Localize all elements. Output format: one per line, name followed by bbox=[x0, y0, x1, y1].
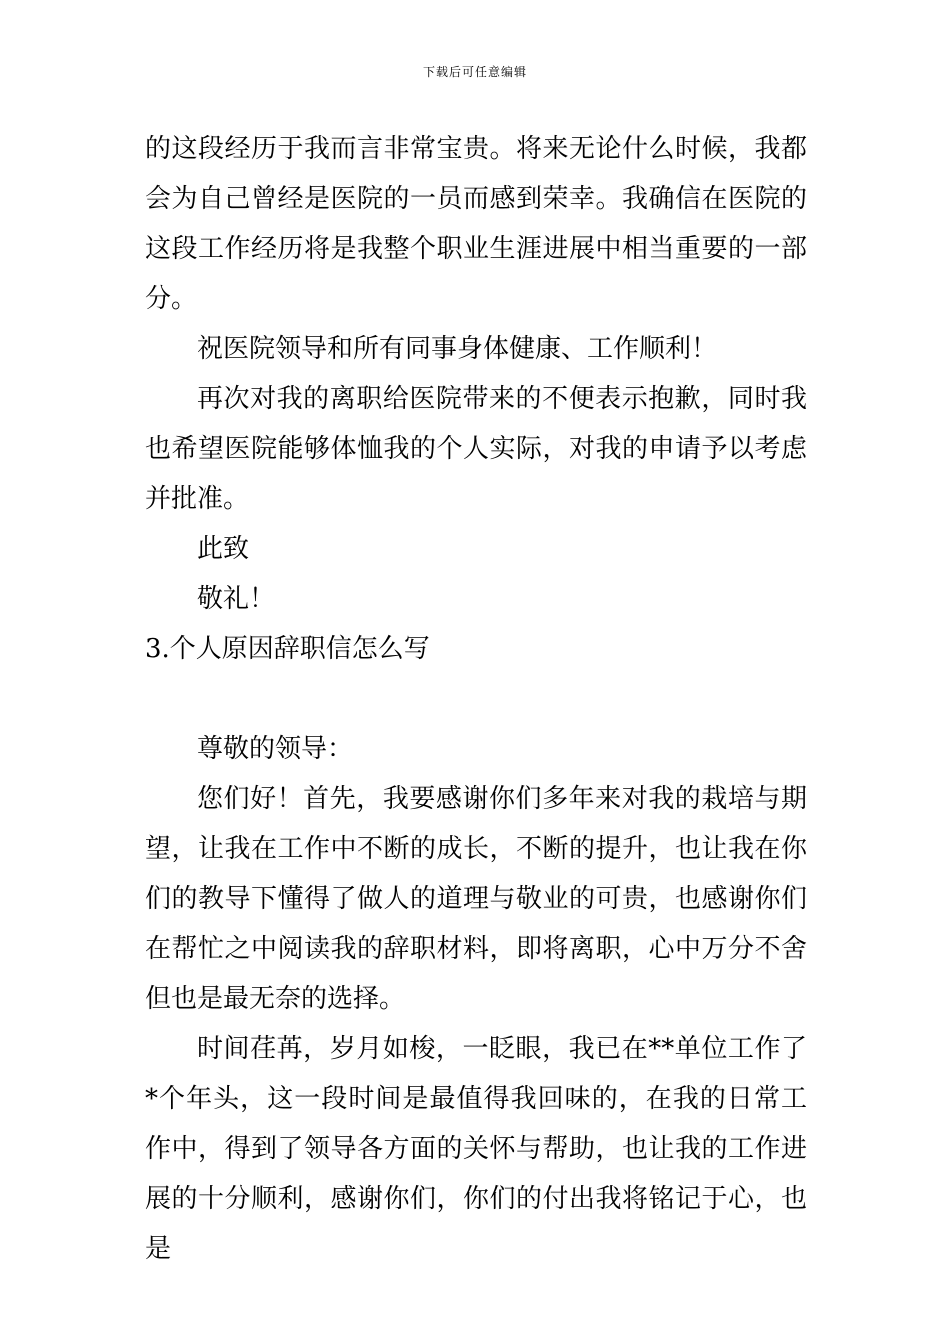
paragraph-continuation: 的这段经历于我而言非常宝贵。将来无论什么时候，我都会为自己曾经是医院的一员而感到荣幸。我确信在医院的这段工作经历将是我整个职业生涯进展中相当重要的一部分。 bbox=[145, 134, 807, 314]
document-body bbox=[145, 124, 807, 1274]
paragraph-thanks: 您们好！首先，我要感谢你们多年来对我的栽培与期望，让我在工作中不断的成长，不断的提升，也让我在你们的教导下懂得了做人的道理与敬业的可贵，也感谢你们在帮忙之中阅读我的辞职材料，即将离职，心中万分不舍但也是最无奈的选择。 bbox=[145, 784, 807, 1014]
blank-line bbox=[145, 674, 807, 724]
closing-salutation: 此致 bbox=[197, 534, 250, 564]
page-header: 下载后可任意编辑 bbox=[422, 65, 527, 79]
section-heading: 3.个人原因辞职信怎么写 bbox=[145, 634, 430, 664]
letter-greeting: 尊敬的领导： bbox=[197, 734, 354, 764]
paragraph-reflection: 时间荏苒，岁月如梭，一眨眼，我已在**单位工作了*个年头，这一段时间是最值得我回味的，在我的日常工作中，得到了领导各方面的关怀与帮助，也让我的工作进展的十分顺利，感谢你们，你们的付出我将铭记于心，也是 bbox=[145, 1034, 807, 1264]
paragraph-wishes: 祝医院领导和所有同事身体健康、工作顺利！ bbox=[197, 334, 718, 364]
closing-regards: 敬礼！ bbox=[197, 584, 276, 614]
paragraph-apology: 再次对我的离职给医院带来的不便表示抱歉，同时我也希望医院能够体恤我的个人实际，对我的申请予以考虑并批准。 bbox=[145, 384, 807, 514]
